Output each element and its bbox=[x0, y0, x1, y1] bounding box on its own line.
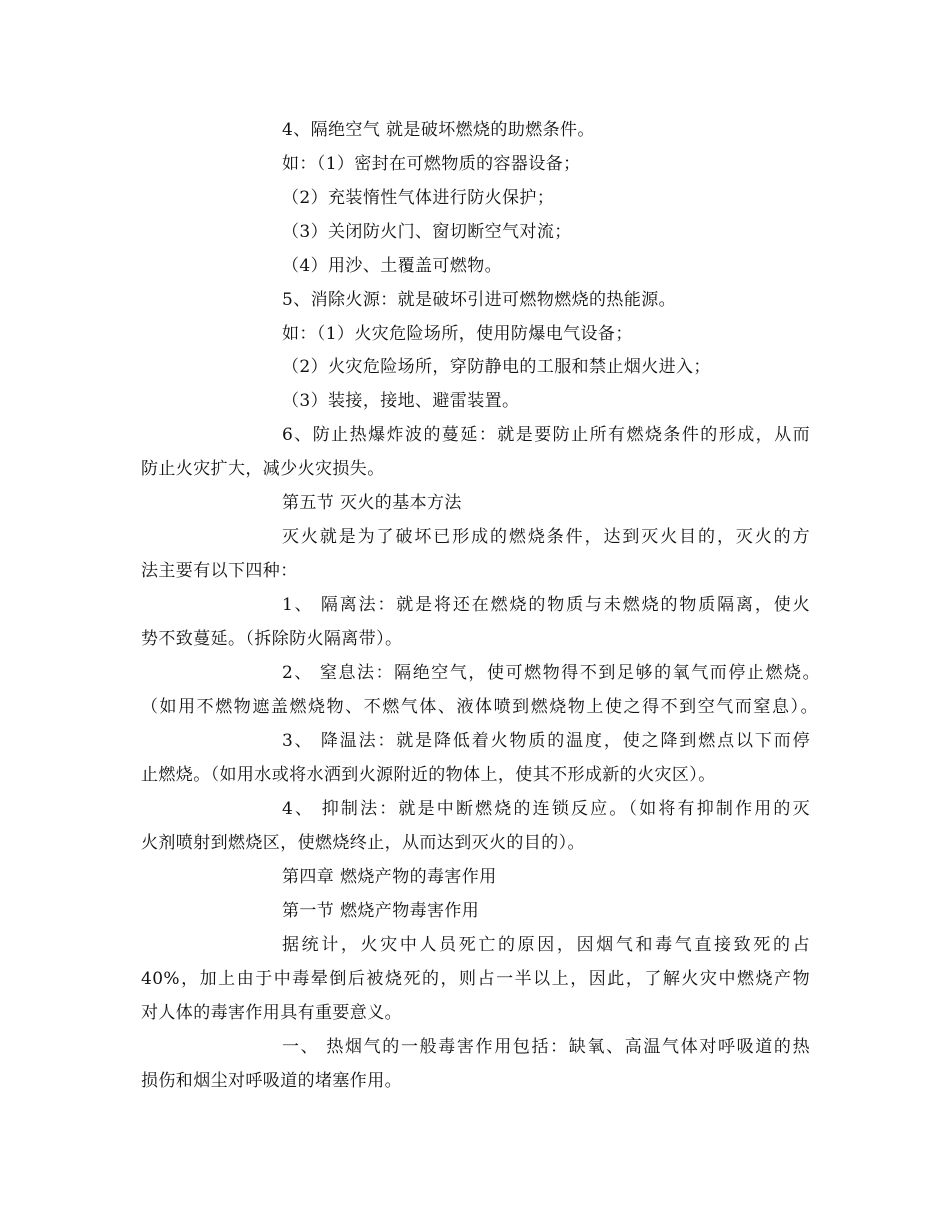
text-line: 对人体的毒害作用具有重要意义。 bbox=[141, 1003, 402, 1023]
section-heading: 第五节 灭火的基本方法 bbox=[282, 493, 462, 513]
text-line: （3）关闭防火门、窗切断空气对流； bbox=[282, 222, 572, 242]
text-line: 40%，加上由于中毒晕倒后被烧死的，则占一半以上，因此，了解火灾中燃烧产物 bbox=[141, 969, 810, 989]
text-line: （如用不燃物遮盖燃烧物、不燃气体、液体喷到燃烧物上使之得不到空气而窒息）。 bbox=[141, 697, 818, 717]
text-line: 1、 隔离法：就是将还在燃烧的物质与未燃烧的物质隔离，使火 bbox=[282, 595, 810, 615]
text-line: 火剂喷射到燃烧区，使燃烧终止，从而达到灭火的目的）。 bbox=[141, 833, 585, 853]
section-heading: 第一节 燃烧产物毒害作用 bbox=[282, 901, 480, 921]
text-line: 4、隔绝空气 就是破坏燃烧的助燃条件。 bbox=[282, 120, 595, 140]
text-line: 如：（1）密封在可燃物质的容器设备； bbox=[282, 154, 581, 174]
text-line: 4、 抑制法：就是中断燃烧的连锁反应。（如将有抑制作用的灭 bbox=[282, 799, 810, 819]
text-line: 据统计，火灾中人员死亡的原因，因烟气和毒气直接致死的占 bbox=[282, 935, 810, 955]
text-line: 一、 热烟气的一般毒害作用包括：缺氧、高温气体对呼吸道的热 bbox=[282, 1037, 810, 1057]
text-line: 3、 降温法：就是降低着火物质的温度，使之降到燃点以下而停 bbox=[282, 731, 810, 751]
text-line: （2）充装惰性气体进行防火保护； bbox=[282, 188, 555, 208]
text-line: 2、 窒息法：隔绝空气，使可燃物得不到足够的氧气而停止燃烧。 bbox=[282, 663, 820, 683]
text-line: 法主要有以下四种： bbox=[141, 561, 298, 581]
text-line: 止燃烧。（如用水或将水洒到火源附近的物体上，使其不形成新的火灾区）。 bbox=[141, 765, 716, 785]
text-line: 防止火灾扩大，减少火灾损失。 bbox=[141, 459, 385, 479]
text-line: 5、消除火源：就是破坏引进可燃物燃烧的热能源。 bbox=[282, 290, 677, 310]
text-line: （4）用沙、土覆盖可燃物。 bbox=[282, 256, 503, 276]
chapter-heading: 第四章 燃烧产物的毒害作用 bbox=[282, 867, 497, 887]
text-line: 损伤和烟尘对呼吸道的堵塞作用。 bbox=[141, 1071, 402, 1091]
text-line: 灭火就是为了破坏已形成的燃烧条件，达到灭火目的，灭火的方 bbox=[282, 527, 810, 547]
text-line: 6、防止热爆炸波的蔓延：就是要防止所有燃烧条件的形成，从而 bbox=[282, 425, 810, 445]
text-line: 如：（1）火灾危险场所，使用防爆电气设备； bbox=[282, 324, 633, 344]
text-line: （3）装接，接地、避雷装置。 bbox=[282, 391, 520, 411]
text-line: （2）火灾危险场所，穿防静电的工服和禁止烟火进入； bbox=[282, 357, 711, 377]
text-line: 势不致蔓延。（拆除防火隔离带）。 bbox=[141, 629, 403, 649]
